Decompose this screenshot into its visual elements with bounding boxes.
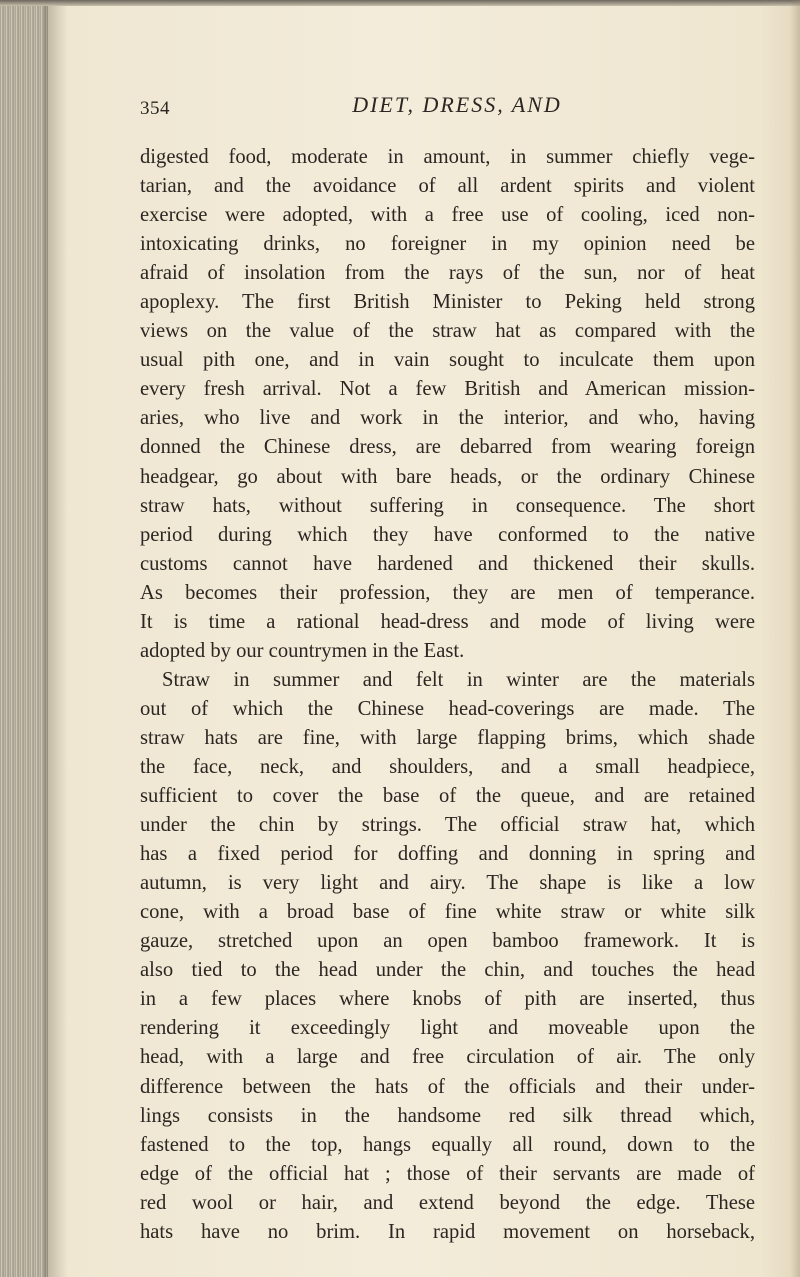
page-top-edge: [0, 0, 800, 6]
text-line: the face, neck, and shoulders, and a small headpiece,: [140, 755, 755, 778]
text-line: lings consists in the handsome red silk thread which,: [140, 1104, 755, 1127]
text-line: cone, with a broad base of fine white straw or white silk: [140, 901, 755, 924]
text-line: digested food, moderate in amount, in summer chiefly vege-: [140, 146, 755, 168]
text-line: fastened to the top, hangs equally all round, down to the: [140, 1133, 755, 1156]
text-line: out of which the Chinese head-coverings are made. The: [140, 697, 755, 720]
paragraph-first-line: Straw in summer and felt in winter are the materials: [162, 668, 755, 691]
text-line: intoxicating drinks, no foreigner in my opinion need be: [140, 233, 755, 256]
text-line: under the chin by strings. The official straw hat, which: [140, 814, 755, 837]
text-line: aries, who live and work in the interior, and who, having: [140, 407, 755, 430]
text-line: straw hats, without suffering in consequence. The short: [140, 494, 755, 517]
text-line: difference between the hats of the officials and their under-: [140, 1075, 755, 1098]
text-line: sufficient to cover the base of the queue, and are retained: [140, 785, 755, 808]
page-header: [140, 92, 760, 124]
text-line: in a few places where knobs of pith are inserted, thus: [140, 988, 755, 1011]
gutter-shadow: [44, 0, 68, 1277]
text-line: exercise were adopted, with a free use of cooling, iced non-: [140, 204, 755, 227]
text-line: also tied to the head under the chin, and touches the head: [140, 959, 755, 982]
text-line: It is time a rational head-dress and mode of living were: [140, 610, 755, 633]
text-line: hats have no brim. In rapid movement on horseback,: [140, 1220, 755, 1243]
page-number: 354: [140, 98, 170, 119]
text-line: autumn, is very light and airy. The shape is like a low: [140, 872, 755, 895]
page-right-edge: [790, 0, 800, 1277]
text-line: rendering it exceedingly light and moveable upon the: [140, 1017, 755, 1040]
text-line: has a fixed period for doffing and donning in spring and: [140, 843, 755, 866]
text-line: period during which they have conformed to the native: [140, 523, 755, 546]
text-line: afraid of insolation from the rays of the sun, nor of heat: [140, 262, 755, 285]
text-line: customs cannot have hardened and thickened their skulls.: [140, 552, 755, 575]
running-head: DIET, DRESS, AND: [352, 92, 562, 117]
text-line: donned the Chinese dress, are debarred from wearing foreign: [140, 436, 755, 459]
text-line: head, with a large and free circulation of air. The only: [140, 1046, 755, 1069]
text-line: edge of the official hat ; those of their servants are made of: [140, 1162, 755, 1185]
text-line: headgear, go about with bare heads, or the ordinary Chinese: [140, 465, 755, 488]
text-line: apoplexy. The first British Minister to Peking held strong: [140, 291, 755, 314]
text-line: tarian, and the avoidance of all ardent spirits and violent: [140, 175, 755, 198]
text-line: views on the value of the straw hat as compared with the: [140, 320, 755, 343]
text-line: gauze, stretched upon an open bamboo framework. It is: [140, 930, 755, 953]
book-binding: [0, 0, 48, 1277]
text-line: As becomes their profession, they are men of temperance.: [140, 581, 755, 604]
text-line: red wool or hair, and extend beyond the edge. These: [140, 1191, 755, 1214]
text-line: straw hats are fine, with large flapping brims, which shade: [140, 726, 755, 749]
text-line: usual pith one, and in vain sought to inculcate them upon: [140, 349, 755, 372]
paragraph-end-line: adopted by our countrymen in the East.: [140, 639, 465, 662]
text-line: every fresh arrival. Not a few British and American mission-: [140, 378, 755, 401]
body-text: [140, 143, 755, 1247]
